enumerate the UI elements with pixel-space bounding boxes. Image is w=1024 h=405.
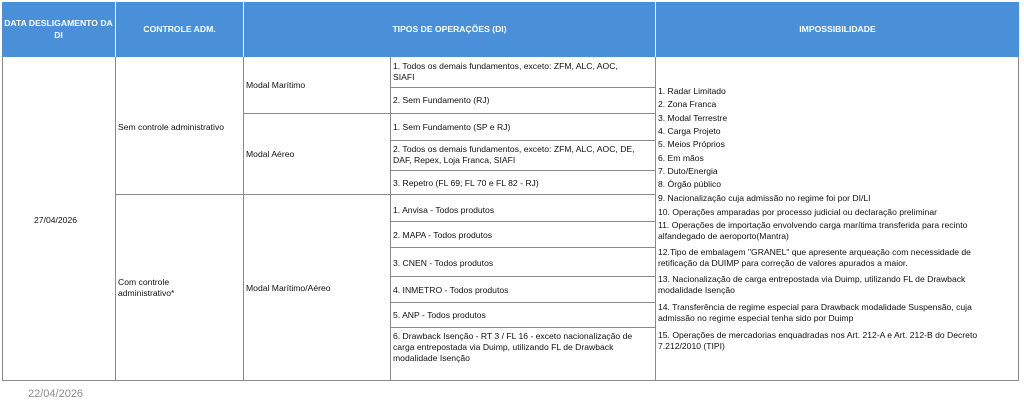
controle-com: Com controle administrativo* xyxy=(118,277,175,299)
operation-item: 1. Todos os demais fundamentos, exceto: ZFM, ALC, AOC, SIAFI xyxy=(393,61,618,83)
impossibilidade-item: 9. Nacionalização cuja admissão no regime foi por DI/LI xyxy=(658,193,871,203)
operation-item: 2. Todos os demais fundamentos, exceto: ZFM, ALC, AOC, DE, DAF, Repex, Loja Franca, SIAFI xyxy=(393,144,635,166)
operation-item: 3. CNEN - Todos produtos xyxy=(393,258,494,268)
modal-aereo: Modal Aéreo xyxy=(246,149,295,159)
op-divider xyxy=(390,221,656,222)
table-border-left xyxy=(2,57,3,381)
impossibilidade-item: 6. Em mãos xyxy=(658,152,704,163)
footer-date: 22/04/2026 xyxy=(28,388,84,400)
header-controle: CONTROLE ADM. xyxy=(116,2,244,57)
col-divider-controle xyxy=(243,57,244,381)
impossibilidade-item: 11. Operações de importação envolvendo carga marítima transferida para recinto alfandegado de aeroporto(Mantra) xyxy=(658,220,968,242)
impossibilidade-item: 1. Radar Limitado xyxy=(658,86,726,96)
op-divider xyxy=(390,276,656,277)
col-divider-ops xyxy=(655,57,656,381)
impossibilidade-item: 7. Duto/Energia xyxy=(658,165,718,176)
operation-item: 6. Drawback Isenção - RT 3 / FL 16 - exceto nacionalização de carga entrepostada via Duimp, utilizando FL de Drawback modalidade Isenção xyxy=(393,331,633,364)
op-divider xyxy=(390,302,656,303)
impossibilidade-item: 8. Órgão público xyxy=(658,179,722,190)
modal-maritimo: Modal Marítimo xyxy=(246,80,306,90)
operation-item: 2. Sem Fundamento (RJ) xyxy=(393,95,490,105)
operation-item: 5. ANP - Todos produtos xyxy=(393,310,486,320)
table-border-bottom xyxy=(2,380,1019,381)
col-divider-date xyxy=(115,57,116,381)
operation-item: 4. INMETRO - Todos produtos xyxy=(393,285,509,295)
impossibilidade-item: 3. Modal Terrestre xyxy=(658,112,728,123)
op-divider xyxy=(390,247,656,248)
operation-item: 1. Sem Fundamento (SP e RJ) xyxy=(393,122,511,132)
col-divider-modal xyxy=(390,57,391,381)
impossibilidade-item: 13. Nacionalização de carga entrepostada via Duimp, utilizando FL de Drawback modalidade Isenção xyxy=(658,274,966,296)
header-tipos: TIPOS DE OPERAÇÕES (DI) xyxy=(244,2,656,57)
operation-item: 2. MAPA - Todos produtos xyxy=(393,230,493,240)
impossibilidade-item: 5. Meios Próprios xyxy=(658,139,725,150)
impossibilidade-item: 2. Zona Franca xyxy=(658,99,717,110)
op-divider xyxy=(390,170,656,171)
header-date: DATA DESLIGAMENTO DA DI xyxy=(2,2,116,57)
impossibilidade-item: 10. Operações amparadas por processo judicial ou declaração preliminar xyxy=(658,206,937,217)
controle-sem: Sem controle administrativo xyxy=(118,122,225,132)
row-date: 27/04/2026 xyxy=(34,215,78,225)
modal-divider xyxy=(243,113,656,114)
table-border-right xyxy=(1018,57,1019,381)
header-impossibilidade: IMPOSSIBILIDADE xyxy=(656,2,1019,57)
group-divider xyxy=(115,194,656,195)
impossibilidade-item: 12.Tipo de embalagem "GRANEL" que apresente arqueação com necessidade de retificação da DUIMP para correção de valores apurados a maior. xyxy=(658,247,971,269)
op-divider xyxy=(390,327,656,328)
impossibilidade-item: 4. Carga Projeto xyxy=(658,125,721,136)
op-divider xyxy=(390,140,656,141)
impossibilidade-item: 15. Operações de mercadorias enquadradas nos Art. 212-A e Art. 212-B do Decreto 7.212/2010 (TIPI) xyxy=(658,330,978,352)
operation-item: 1. Anvisa - Todos produtos xyxy=(393,205,495,215)
modal-maritimo-aereo: Modal Marítimo/Aéreo xyxy=(246,283,331,293)
op-divider xyxy=(390,87,656,88)
impossibilidade-item: 14. Transferência de regime especial para Drawback modalidade Suspensão, cuja admissão no regime especial tenha sido por Duimp xyxy=(658,302,972,324)
operation-item: 3. Repetro (FL 69; FL 70 e FL 82 - RJ) xyxy=(393,178,539,188)
